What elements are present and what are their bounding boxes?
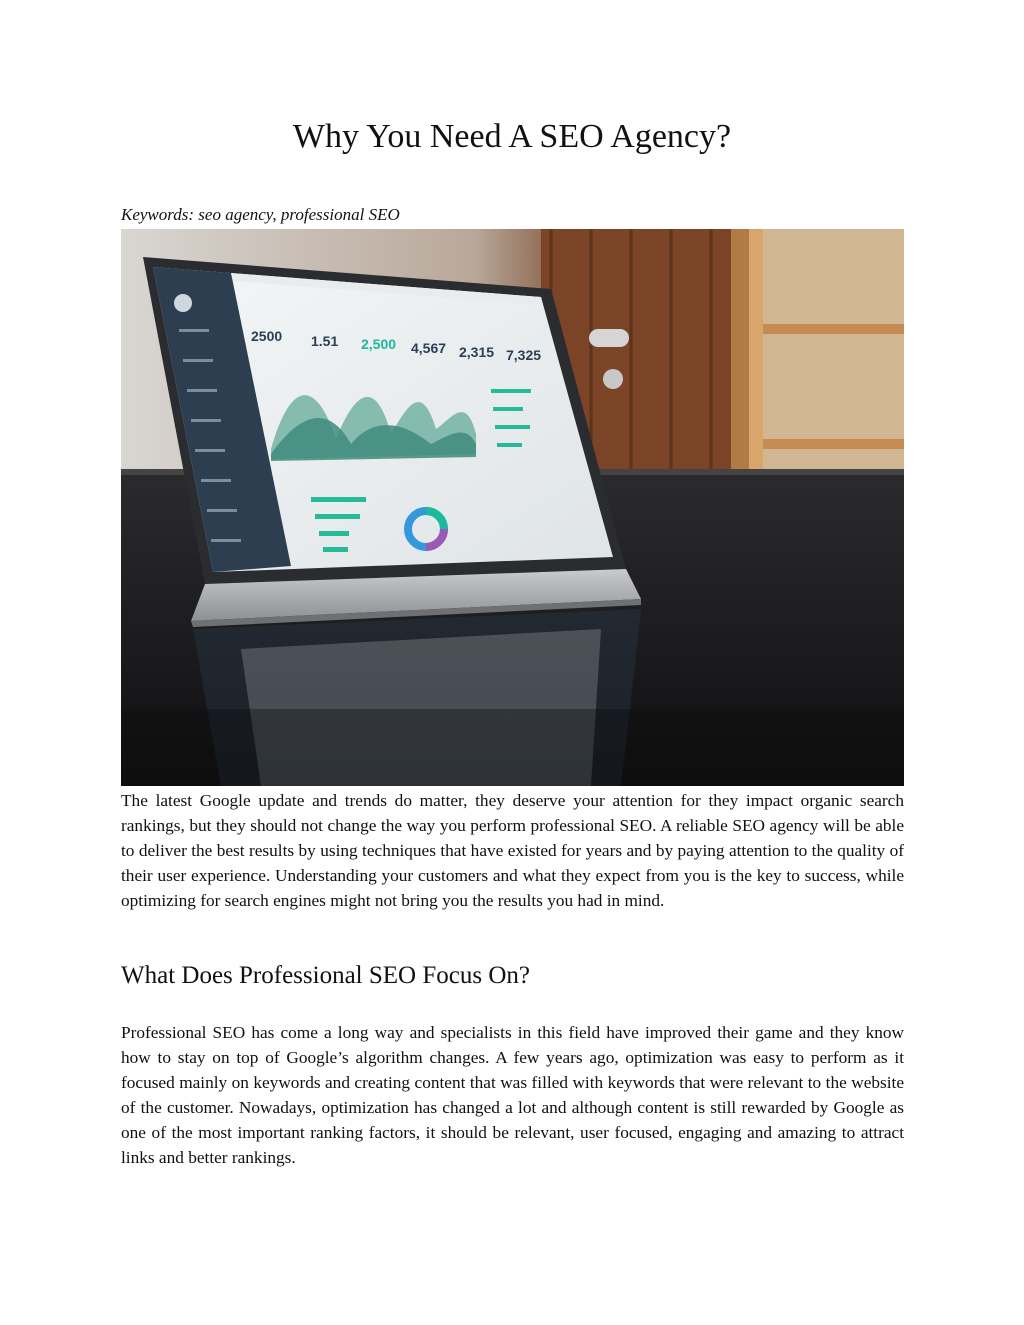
stat-1: 2500 bbox=[251, 328, 283, 344]
body-paragraph: Professional SEO has come a long way and specialists in this field have improved their game and they know how to stay on top of Google’s algorithm changes. A few years ago, optimization was easy to perform as it focused mainly on keywords and creating content that was filled with keywords that were relevant to the website of the customer. Nowadays, optimization has changed a lot and although content is still rewarded by Google as one of the most important ranking factors, it should be relevant, user focused, engaging and amazing to attract links and better rankings. bbox=[121, 1023, 904, 1167]
stat-2: 1.51 bbox=[311, 333, 339, 349]
stat-4: 4,567 bbox=[411, 340, 447, 356]
section-heading: What Does Professional SEO Focus On? bbox=[121, 962, 530, 989]
page-title: Why You Need A SEO Agency? bbox=[292, 118, 732, 155]
intro-paragraph: The latest Google update and trends do matter, they deserve your attention for they impact organic search rankings, but they should not change the way you perform professional SEO. A reliable SEO agency will be able to deliver the best results by using techniques that have existed for years and by paying attention to the quality of their user experience. Understanding your customers and what they expect from you is the key to success, while optimizing for search engines might not bring you the results you had in mind. bbox=[121, 791, 904, 910]
photo-illustration bbox=[121, 229, 904, 786]
keywords-line: Keywords: seo agency, professional SEO bbox=[121, 205, 400, 224]
stat-6: 7,325 bbox=[506, 347, 542, 363]
stat-3: 2,500 bbox=[361, 336, 397, 352]
laptop-analytics-photo bbox=[121, 229, 904, 786]
stat-5: 2,315 bbox=[459, 344, 495, 360]
